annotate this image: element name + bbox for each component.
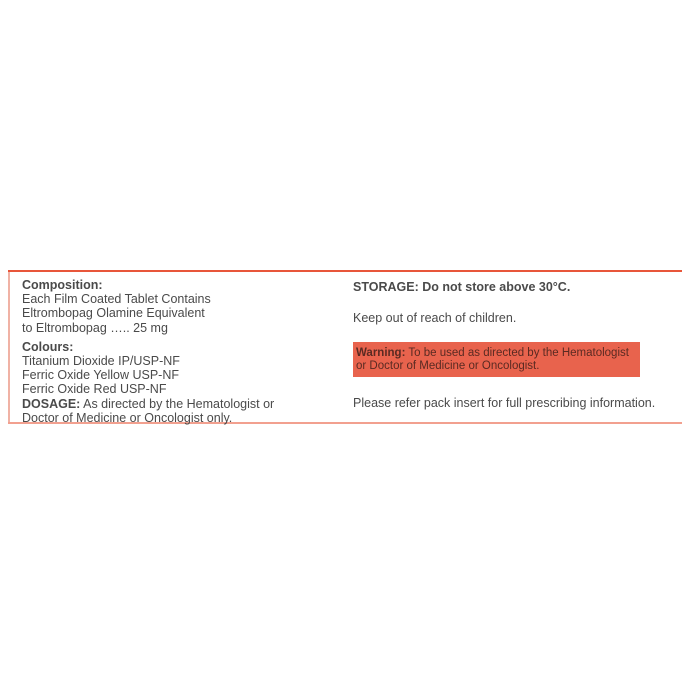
warning-text: To be used as directed by the Hematologist or Doctor of Medicine or Oncologist. — [356, 347, 629, 372]
composition-line: to Eltrombopag ….. 25 mg — [22, 320, 168, 335]
composition-heading: Composition: — [22, 278, 103, 292]
dosage-line-2: Doctor of Medicine or Oncologist only. — [22, 410, 233, 425]
composition-column — [22, 278, 322, 425]
warning-box — [353, 342, 640, 377]
dosage-text: As directed by the Hematologist or — [80, 396, 275, 411]
keep-out-text: Keep out of reach of children. — [353, 311, 517, 325]
colours-line: Ferric Oxide Yellow USP-NF — [22, 368, 179, 383]
dosage-heading: DOSAGE: — [22, 396, 81, 411]
composition-line: Eltrombopag Olamine Equivalent — [22, 306, 205, 321]
dosage-line — [22, 397, 322, 411]
composition-line: Each Film Coated Tablet Contains — [22, 292, 211, 307]
colours-heading: Colours: — [22, 339, 74, 354]
storage-text: STORAGE: Do not store above 30°C. — [353, 280, 571, 294]
colours-line: Titanium Dioxide IP/USP-NF — [22, 354, 180, 369]
colours-line: Ferric Oxide Red USP-NF — [22, 382, 167, 397]
pack-label-strip — [8, 270, 682, 424]
prescribing-info-text: Please refer pack insert for full prescribing information. — [353, 396, 656, 410]
warning-label: Warning: — [356, 347, 406, 359]
storage-column — [353, 280, 673, 410]
